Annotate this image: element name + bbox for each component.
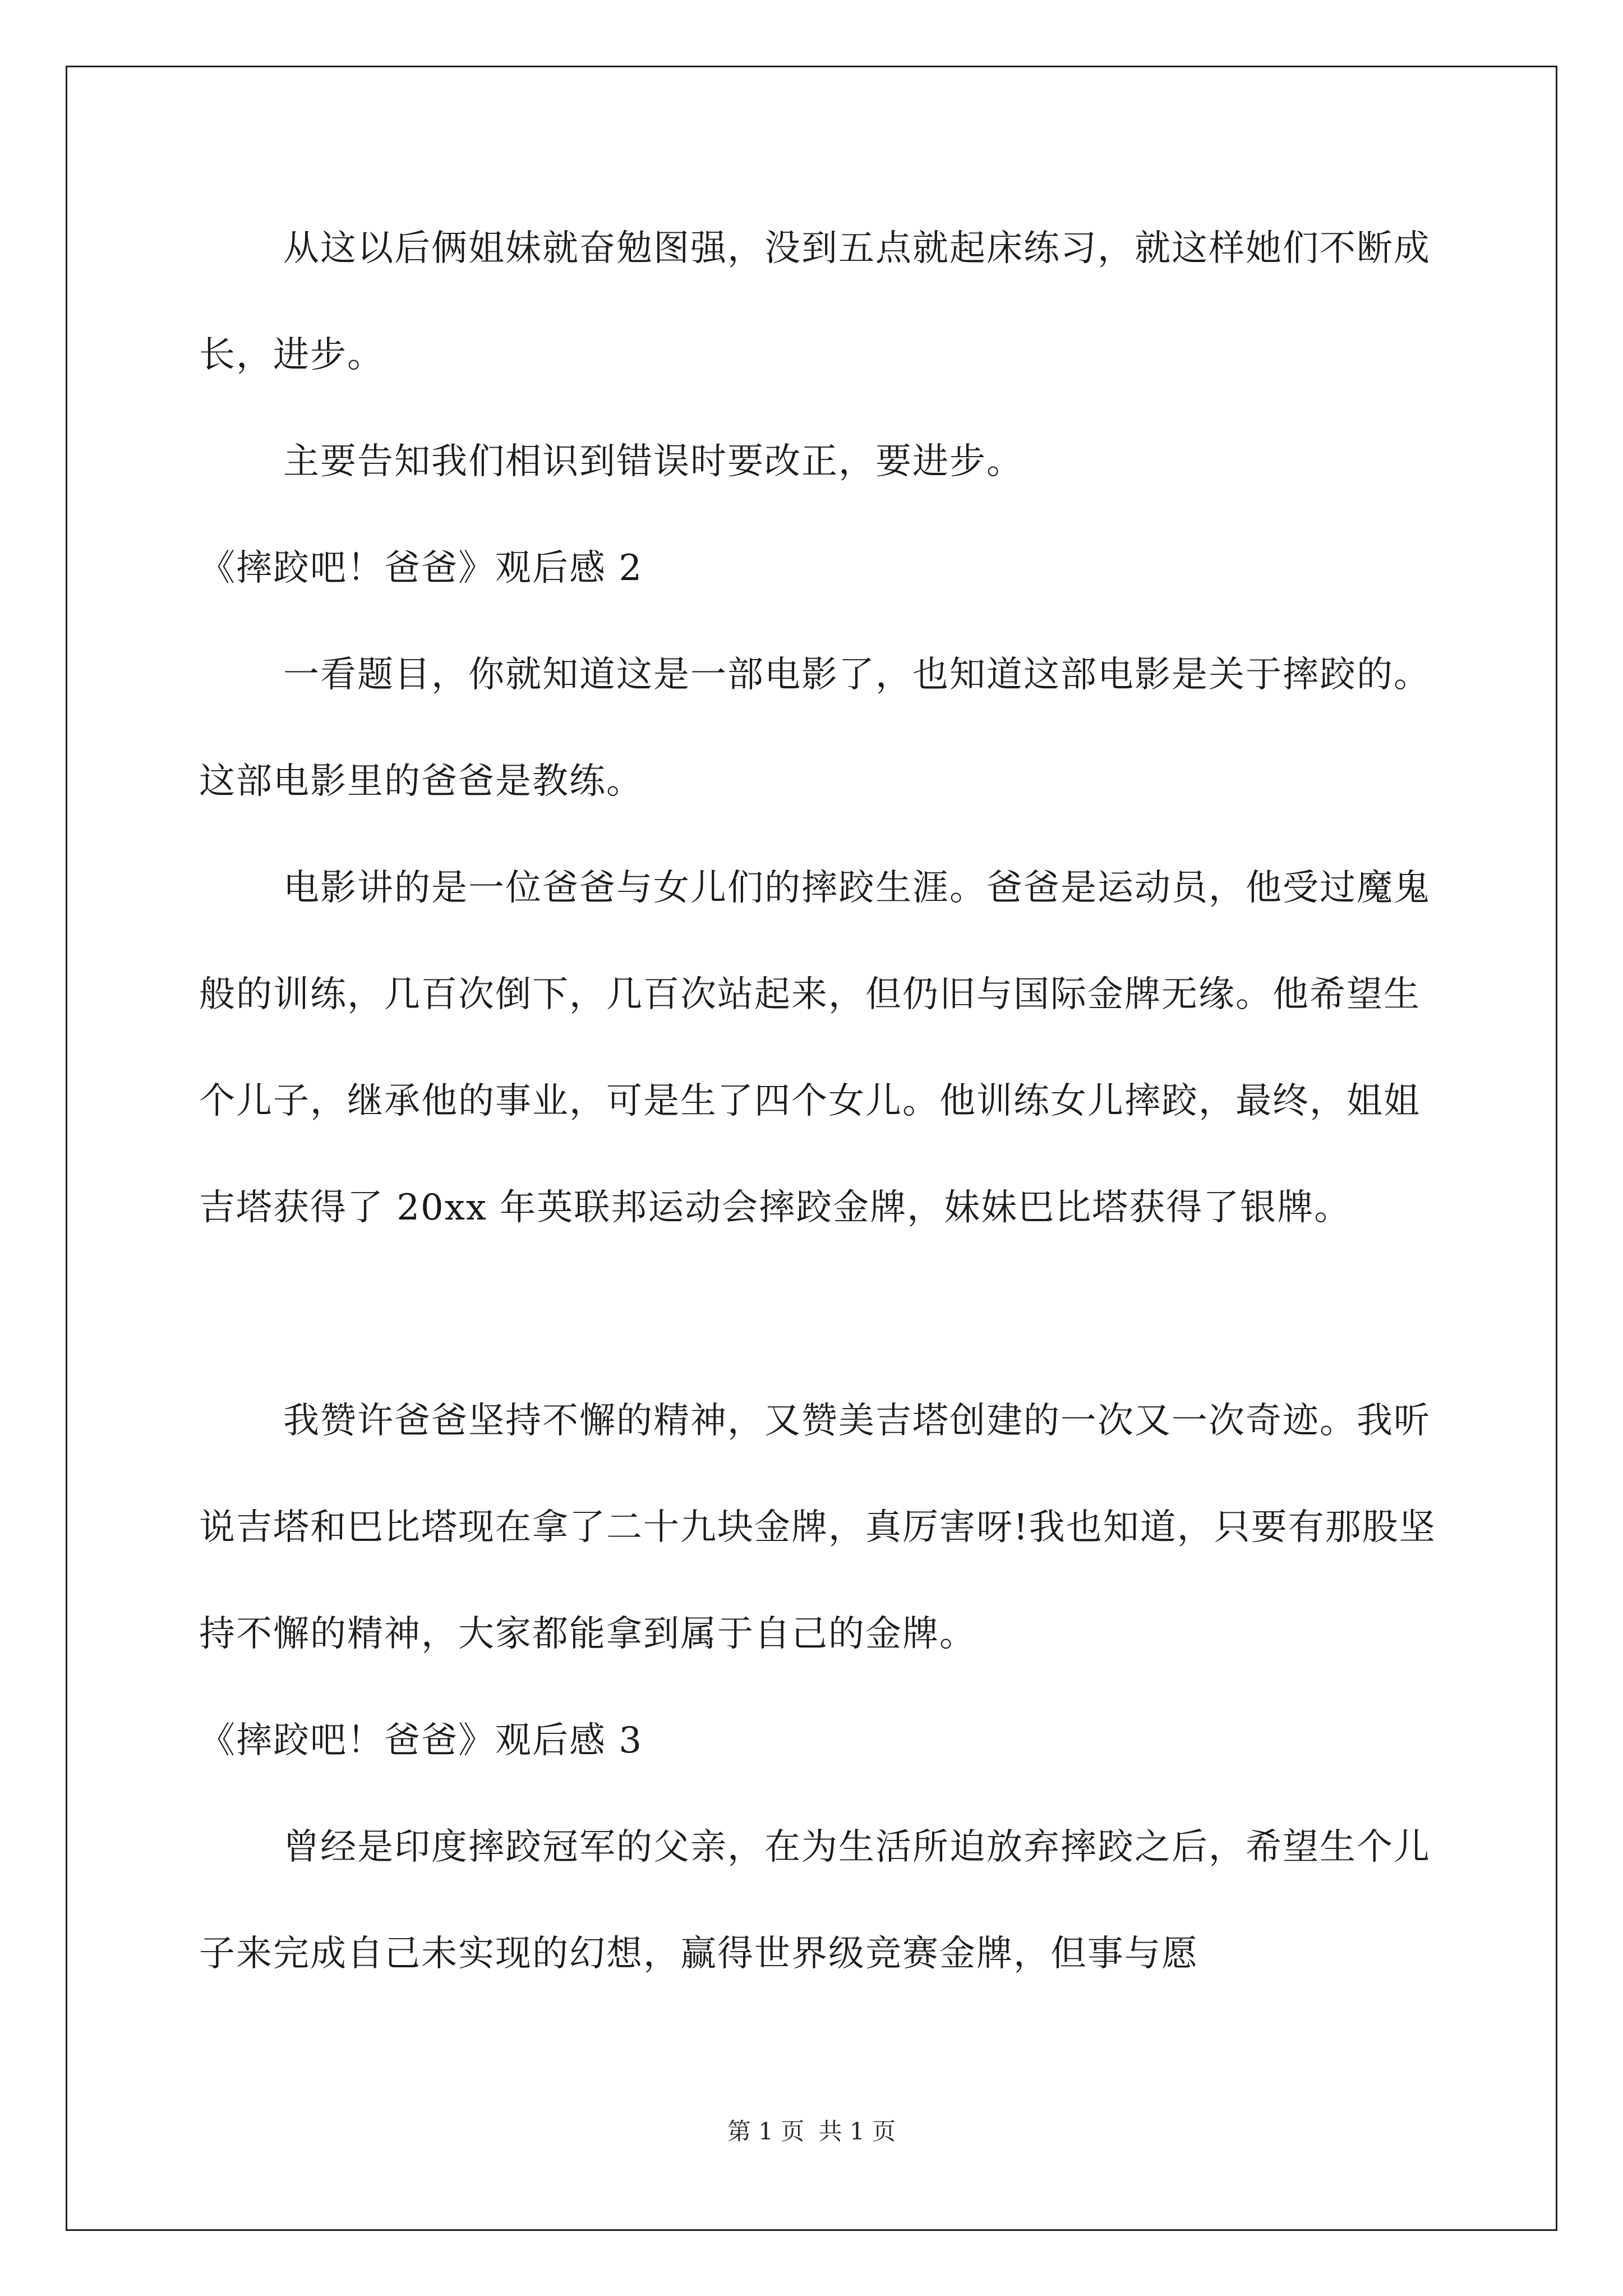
paragraph-6: 曾经是印度摔跤冠军的父亲，在为生活所迫放弃摔跤之后，希望生个儿子来完成自己未实现的幻想，赢得世界级竞赛金牌，但事与愿 (199, 1826, 1431, 1975)
section-heading-3: 《摔跤吧！爸爸》观后感 3 (199, 1720, 643, 1761)
paragraph-5: 我赞许爸爸坚持不懈的精神，又赞美吉塔创建的一次又一次奇迹。我听说吉塔和巴比塔现在拿了二十九块金牌，真厉害呀!我也知道，只要有那股坚持不懈的精神，大家都能拿到属于自己的金牌。 (199, 1400, 1436, 1655)
paragraph-1: 从这以后俩姐妹就奋勉图强，没到五点就起床练习，就这样她们不断成长，进步。 (199, 228, 1431, 376)
page-number: 第 1 页 (727, 2118, 805, 2145)
section-heading-2: 《摔跤吧！爸爸》观后感 2 (199, 547, 643, 589)
paragraph-2: 主要告知我们相识到错误时要改正，要进步。 (283, 441, 1023, 482)
paragraph-4: 电影讲的是一位爸爸与女儿们的摔跤生涯。爸爸是运动员，他受过魔鬼般的训练，几百次倒下，几百次站起来，但仍旧与国际金牌无缘。他希望生个儿子，继承他的事业，可是生了四个女儿。他训练女儿摔跤，最终，姐姐吉塔获得了 20xx 年英联邦运动会摔跤金牌，妹妹巴比塔获得了银牌。 (199, 867, 1431, 1228)
paragraph-3: 一看题目，你就知道这是一部电影了，也知道这部电影是关于摔跤的。这部电影里的爸爸是教练。 (199, 654, 1431, 802)
page-total: 共 1 页 (818, 2118, 896, 2145)
page-footer (0, 2115, 1623, 2148)
